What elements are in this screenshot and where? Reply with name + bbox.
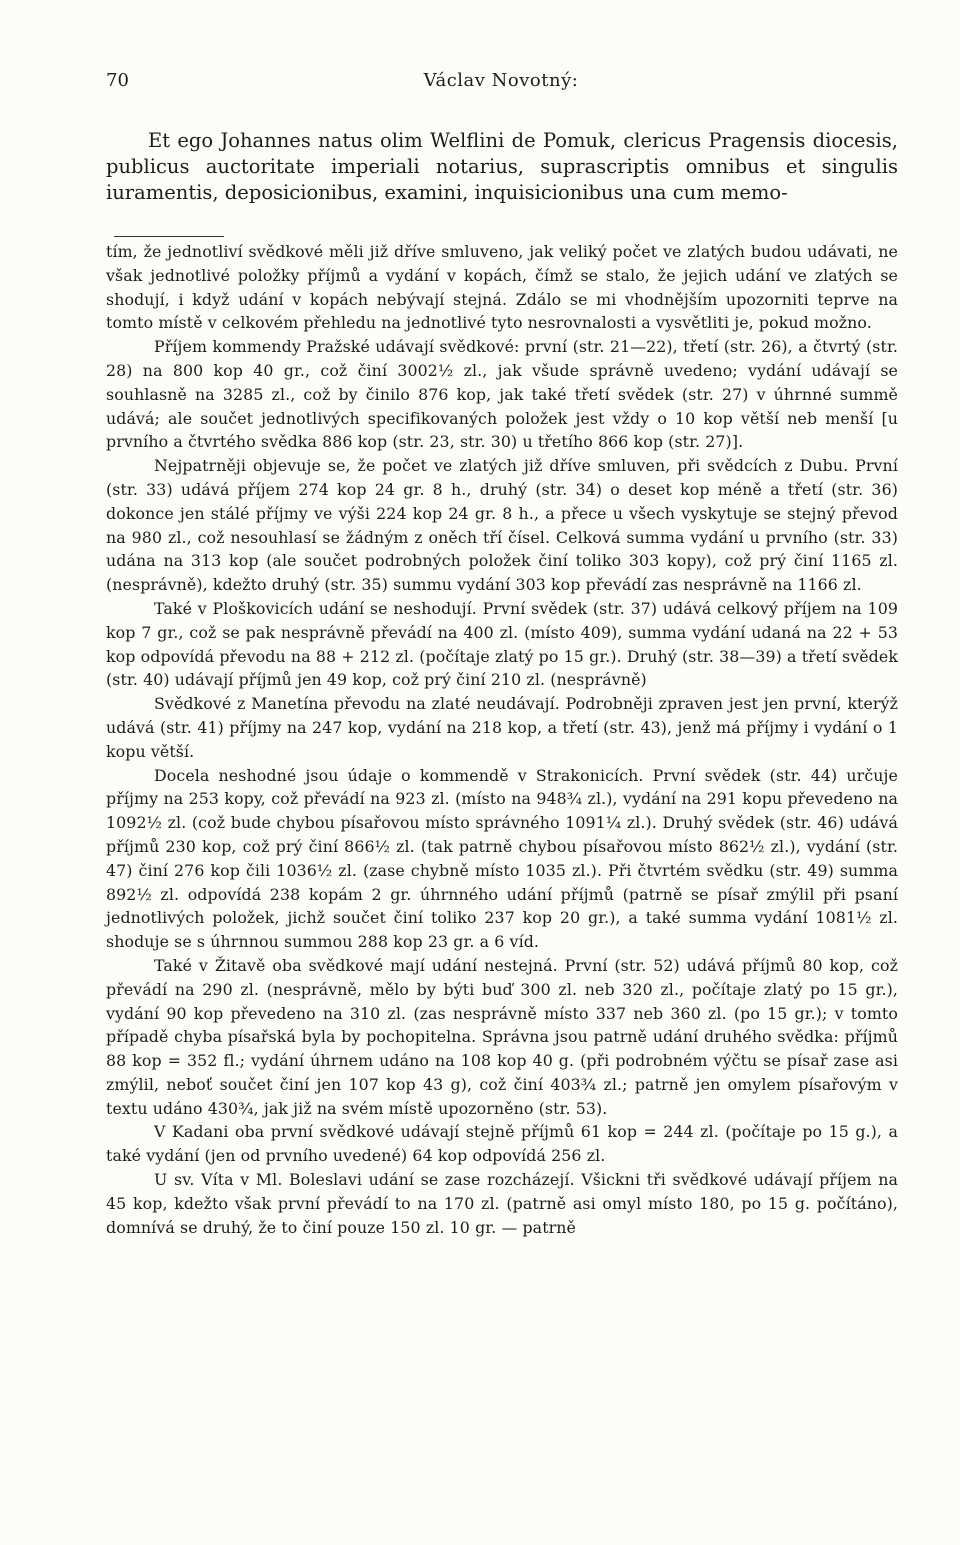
footnote-paragraph: Nejpatrněji objevuje se, že počet ve zlatých již dříve smluven, při svědcích z Dubu. První (str. 33) udává příjem 274 kop 24 gr. 8 h., druhý (str. 34) o deset kop méně a třetí (str. 36) dokonce jen stálé příjmy ve výši 224 kop 24 gr. 8 h., a přece u všech vyskytuje se stejný převod na 980 zl., což nesouhlasí se žádným z oněch tří čísel. Celková summa vydání u prvního (str. 33) udána na 313 kop (ale součet podrobných položek činí toliko 303 kopy), což prý činí 1165 zl. (nesprávně), kdežto druhý (str. 35) summu vydání 303 kop převádí zas nesprávně na 1166 zl. — [106, 456, 898, 595]
footnote-block — [106, 240, 898, 1239]
latin-paragraph: Et ego Johannes natus olim Welflini de Pomuk, clericus Pragensis diocesis, publicus auctoritate imperiali notarius, suprascriptis omnibus et singulis iuramentis, deposicionibus, examini, inquisicionibus una cum memo- — [106, 129, 898, 204]
running-title: Václav Novotný: — [423, 70, 579, 91]
footnote-paragraph: tím, že jednotliví svědkové měli již dříve smluveno, jak veliký počet ve zlatých budou udávati, ne však jednotlivé položky příjmů a vydání v kopách, čímž se stalo, že jejich udání ve zlatých se shodují, i když udání v kopách nebývají stejná. Zdálo se mi vhodnějším upozorniti teprve na tomto místě v celkovém přehledu na jednotlivé tyto nesrovnalosti a vysvětliti je, pokud možno. — [106, 242, 898, 333]
footnote-paragraph: Příjem kommendy Pražské udávají svědkové: první (str. 21—22), třetí (str. 26), a čtvrtý (str. 28) na 800 kop 40 gr., což činí 3002½ zl., jak všude správně uvedeno; vydání udávají se souhlasně na 3285 zl., což by činilo 876 kop, jak také třetí svědek (str. 27) v úhrnné summě udává; ale součet jednotlivých specifikovaných položek jest vždy o 10 kop větší neb menší [u prvního a čtvrtého svědka 886 kop (str. 23, str. 30) u třetího 866 kop (str. 27)]. — [106, 337, 898, 452]
footnote-paragraph: U sv. Víta v Ml. Boleslavi udání se zase rozcházejí. Všickni tři svědkové udávají příjem na 45 kop, kdežto však první převádí to na 170 zl. (patrně asi omyl místo 180, po 15 g. počítáno), domnívá se druhý, že to činí pouze 150 zl. 10 gr. — patrně — [106, 1170, 898, 1237]
latin-text-block — [106, 128, 898, 206]
page-number: 70 — [106, 70, 129, 91]
footnote-paragraph: Také v Žitavě oba svědkové mají udání nestejná. První (str. 52) udává příjmů 80 kop, což převádí na 290 zl. (nesprávně, mělo by býti buď 300 zl. neb 320 zl., počítaje zlatý po 15 gr.), vydání 90 kop převedeno na 310 zl. (zas nesprávně místo 337 neb 360 zl. (po 15 gr.); v tomto případě chyba písařská byla by pochopitelna. Správna jsou patrně udání druhého svědka: příjmů 88 kop = 352 fl.; vydání úhrnem udáno na 108 kop 40 g. (při podrobném výčtu se písař zase asi zmýlil, neboť součet činí jen 107 kop 43 g), což činí 403¾ zl.; patrně jen omylem písařovým v textu udáno 430¾, jak již na svém místě upozorněno (str. 53). — [106, 955, 898, 1118]
footnote-separator — [114, 236, 224, 237]
footnote-paragraph: Svědkové z Manetína převodu na zlaté neudávají. Podrobněji zpraven jest jen první, kterýž udává (str. 41) příjmy na 247 kop, vydání na 218 kop, a třetí (str. 43), jenž má příjmy i vydání o 1 kopu větší. — [106, 694, 898, 761]
page-header — [106, 70, 896, 96]
footnote-paragraph: V Kadani oba první svědkové udávají stejně příjmů 61 kop = 244 zl. (počítaje po 15 g.), a také vydání (jen od prvního uvedené) 64 kop odpovídá 256 zl. — [106, 1122, 898, 1166]
footnote-paragraph: Docela neshodné jsou údaje o kommendě v Strakonicích. První svědek (str. 44) určuje příjmy na 253 kopy, což převádí na 923 zl. (místo na 948¾ zl.), vydání na 291 kopu převedeno na 1092½ zl. (což bude chybou písařovou místo správného 1091¼ zl.). Druhý svědek (str. 46) udává příjmů 230 kop, což prý činí 866½ zl. (tak patrně chybou písařovou místo 862½ zl.), vydání (str. 47) činí 276 kop čili 1036½ zl. (zase chybně místo 1035 zl.). Při čtvrtém svědku (str. 49) summa 892½ zl. odpovídá 238 kopám 2 gr. úhrnného udání příjmů (patrně se písař zmýlil při psaní jednotlivých položek, jichž součet činí toliko 237 kop 20 gr.), a také summa vydání 1081½ zl. shoduje se s úhrnnou summou 288 kop 23 gr. a 6 víd. — [106, 765, 898, 952]
footnote-paragraph: Také v Ploškovicích udání se neshodují. První svědek (str. 37) udává celkový příjem na 109 kop 7 gr., což se pak nesprávně převádí na 400 zl. (místo 409), summa vydání udaná na 22 + 53 kop odpovídá převodu na 88 + 212 zl. (počítaje zlatý po 15 gr.). Druhý (str. 38—39) a třetí svědek (str. 40) udávají příjmů jen 49 kop, což prý činí 210 zl. (nesprávně) — [106, 598, 898, 690]
